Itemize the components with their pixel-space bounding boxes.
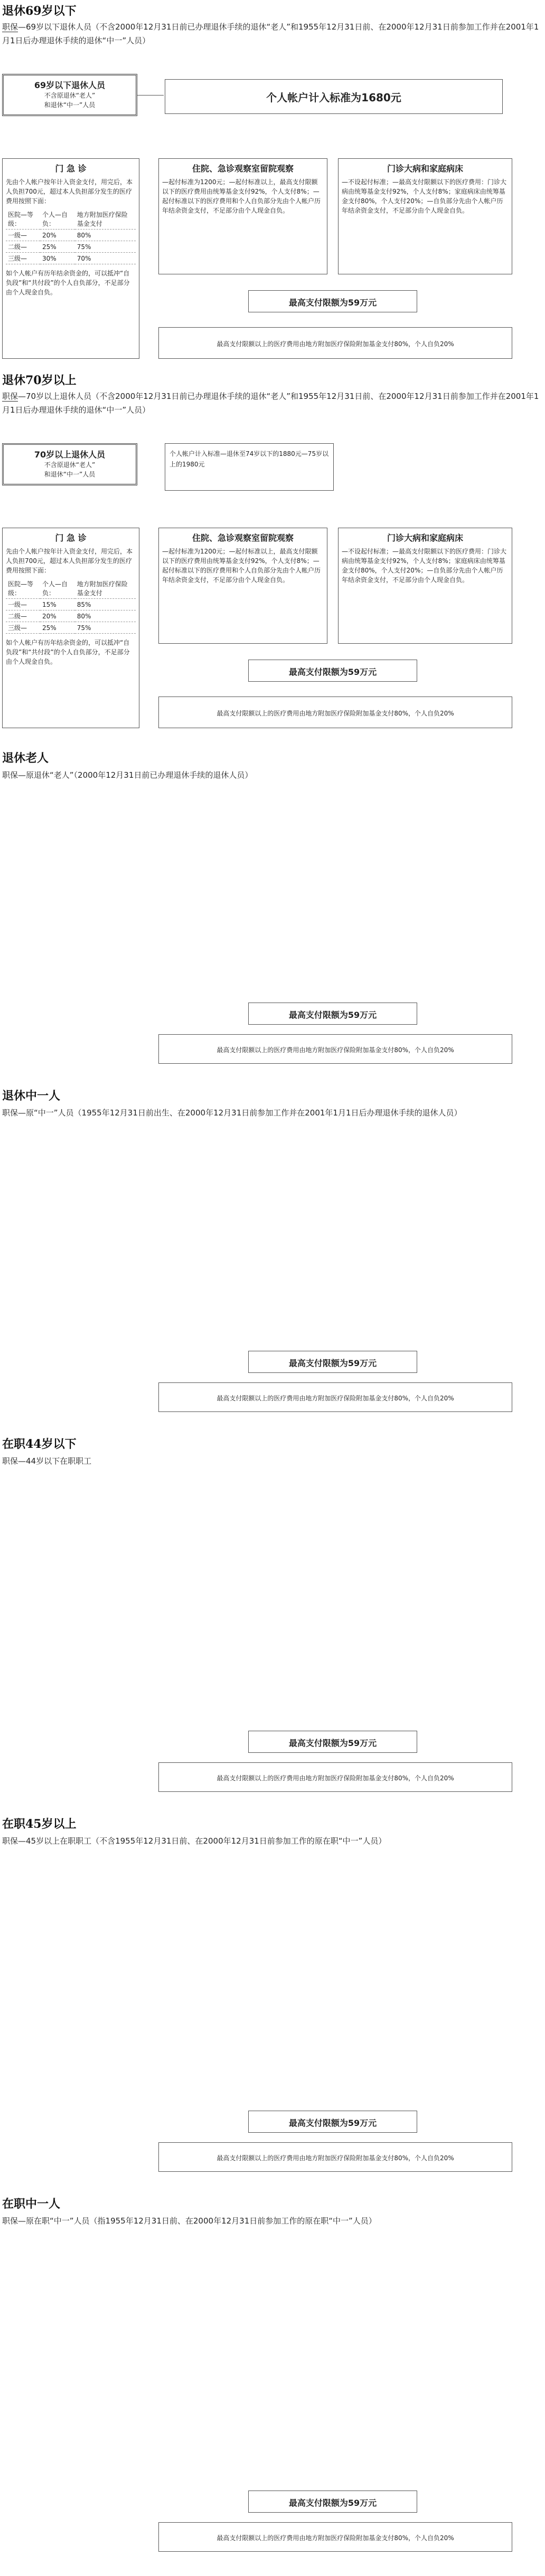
section-intro [2, 389, 541, 417]
section-retired-old [0, 749, 545, 1076]
section-employed-zhongyi [0, 2195, 545, 2564]
section-title: 在职中一人 [2, 2197, 61, 2211]
section-retired-over-70 [0, 369, 545, 739]
limit-box: 最高支付限额为59万元 [248, 1351, 417, 1373]
over-limit-box: 最高支付限额以上的医疗费用由地方附加医疗保险附加基金支付80%，个人自负20% [158, 1762, 512, 1792]
limit-box: 最高支付限额为59万元 [248, 2111, 417, 2133]
chronic-box: 门诊大病和家庭病床 —不设起付标准；—最高支付限额以下的医疗费用：门诊大病由统筹基金支付92%，个人支付8%；家庭病床由统筹基金支付80%，个人支付20%；—自负部分先由个人帐户历年结余资金支付，不足部分由个人现金自负。 [338, 528, 512, 644]
section-employed-over-45 [0, 1815, 545, 2184]
section-intro: 职保—44岁以下在职职工 [2, 1456, 92, 1466]
section-title: 在职44岁以下 [2, 1437, 77, 1451]
section-employed-under-44 [0, 1435, 545, 1805]
inpatient-box: 住院、急诊观察室留院观察 —起付标准为1200元；—起付标准以上，最高支付限额以下的医疗费用由统筹基金支付92%，个人支付8%；—起付标准以下的医疗费用和个人自负部分先由个人帐户历年结余资金支付，不足部分由个人现金自负。 [158, 158, 327, 274]
section-title: 在职45岁以上 [2, 1817, 77, 1831]
section-retired-under-69 [0, 0, 545, 348]
limit-box: 最高支付限额为59万元 [248, 1003, 417, 1025]
person-box: 70岁以上退休人员 不含原退休“老人” 和退休“中一”人员 [2, 443, 137, 485]
limit-box: 最高支付限额为59万元 [248, 1731, 417, 1753]
intro-text: —69岁以下退休人员（不含2000年12月31日前已办理退休手续的退休“老人”和1955年12月31日前、在2000年12月31日前参加工作并在2001年1月1日后办理退休手续的退休“中一”人员） [2, 22, 539, 45]
over-limit-box: 最高支付限额以上的医疗费用由地方附加医疗保险附加基金支付80%，个人自负20% [158, 327, 512, 359]
section-intro: 职保—45岁以上在职职工（不含1955年12月31日前、在2000年12月31日前参加工作的原在职“中一”人员） [2, 1836, 387, 1846]
limit-box: 最高支付限额为59万元 [248, 660, 417, 682]
clinic-box: 门 急 诊 先由个人帐户按年计入资金支付，用完后，本人负担700元，超过本人负担部分发生的医疗费用按照下面： 医院—等级： 个人—自负： 地方附加医疗保险基金支付 一级— 20% 80% 二级— 25% 75% 三级— 30% 70% 如个人帐户有历年结余资金的，可以抵冲“自负段”和“共付段”的个人自负部分，不足部分由个人现金自负。 [2, 158, 139, 359]
chronic-box: 门诊大病和家庭病床 —不设起付标准；—最高支付限额以下的医疗费用：门诊大病由统筹基金支付92%，个人支付8%；家庭病床由统筹基金支付80%，个人支付20%；—自负部分先由个人帐户历年结余资金支付，不足部分由个人现金自负。 [338, 158, 512, 274]
limit-box: 最高支付限额为59万元 [248, 2491, 417, 2513]
connector-arrow [137, 95, 164, 96]
section-intro [2, 20, 541, 47]
section-intro: 职保—原“中一”人员（1955年12月31日前出生、在2000年12月31日前参加工作并在2001年1月1日后办理退休手续的退休人员） [2, 1108, 462, 1118]
intro-label: 职保 [2, 22, 18, 32]
section-intro: 职保—原退休“老人”（2000年12月31日前已办理退休手续的退休人员） [2, 770, 253, 780]
clinic-box: 门 急 诊 先由个人帐户按年计入资金支付，用完后，本人负担700元，超过本人负担部分发生的医疗费用按照下面： 医院—等级： 个人—自负： 地方附加医疗保险基金支付 一级— 15% 85% 二级— 20% 80% 三级— 25% 75% 如个人帐户有历年结余资金的，可以抵冲“自负段”和“共付段”的个人自负部分，不足部分由个人现金自负。 [2, 528, 139, 728]
over-limit-box: 最高支付限额以上的医疗费用由地方附加医疗保险附加基金支付80%，个人自负20% [158, 2142, 512, 2172]
section-title: 退休中一人 [2, 1089, 61, 1103]
account-box: 个人帐户计入标准—退休至74岁以下的1880元—75岁以上的1980元 [165, 443, 334, 491]
section-intro: 职保—原在职“中一”人员（指1955年12月31日前、在2000年12月31日前参加工作的原在职“中一”人员） [2, 2216, 377, 2226]
over-limit-box: 最高支付限额以上的医疗费用由地方附加医疗保险附加基金支付80%，个人自负20% [158, 1382, 512, 1412]
section-retired-zhongyi [0, 1087, 545, 1425]
clinic-table: 医院—等级： 个人—自负： 地方附加医疗保险基金支付 一级— 15% 85% 二级— 20% 80% 三级— 25% 75% [6, 578, 136, 634]
limit-box: 最高支付限额为59万元 [248, 290, 417, 312]
inpatient-box: 住院、急诊观察室留院观察 —起付标准为1200元；—起付标准以上，最高支付限额以下的医疗费用由统筹基金支付92%，个人支付8%；—起付标准以下的医疗费用和个人自负部分先由个人帐户历年结余资金支付，不足部分由个人现金自负。 [158, 528, 327, 644]
over-limit-box: 最高支付限额以上的医疗费用由地方附加医疗保险附加基金支付80%，个人自负20% [158, 697, 512, 728]
account-box: 个人帐户计入标准为1680元 [165, 79, 503, 114]
section-title: 退休老人 [2, 751, 49, 765]
over-limit-box: 最高支付限额以上的医疗费用由地方附加医疗保险附加基金支付80%，个人自负20% [158, 1034, 512, 1064]
over-limit-box: 最高支付限额以上的医疗费用由地方附加医疗保险附加基金支付80%，个人自负20% [158, 2522, 512, 2552]
clinic-table: 医院—等级： 个人—自负： 地方附加医疗保险基金支付 一级— 20% 80% 二级— 25% 75% 三级— 30% 70% [6, 209, 136, 264]
intro-label: 职保 [2, 392, 18, 401]
section-title: 退休70岁以上 [2, 374, 77, 387]
person-box: 69岁以下退休人员 不含原退休“老人” 和退休“中一”人员 [2, 74, 137, 116]
intro-text: —70岁以上退休人员（不含2000年12月31日前已办理退休手续的退休“老人”和1955年12月31日前、在2000年12月31日前参加工作并在2001年1月1日后办理退休手续的退休“中一”人员） [2, 392, 539, 415]
section-title: 退休69岁以下 [2, 4, 77, 18]
